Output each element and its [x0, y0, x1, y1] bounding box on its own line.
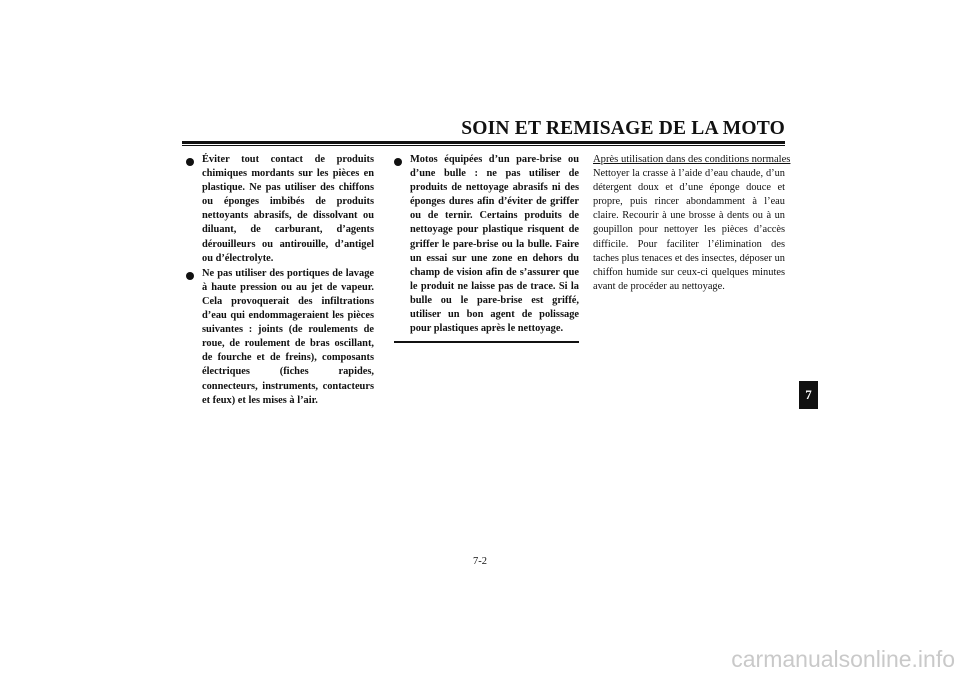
header-rule-thin — [182, 145, 785, 146]
warning-item-chemicals — [186, 153, 374, 266]
bullet-icon — [186, 158, 194, 166]
warning-item-windshield — [394, 153, 579, 336]
watermark: carmanualsonline.info — [731, 646, 955, 672]
section-subheading: Après utilisation dans des conditions normales — [593, 154, 791, 165]
body-paragraph: Nettoyer la crasse à l’aide d’eau chaude, d’un détergent doux et d’une éponge douce et propre, puis rincer abondamment à l’eau claire. Recourir à une brosse à dents ou à un goupillon pour nettoyer les pièces d’accès difficile. Pour faciliter l’élimination des taches plus tenaces et des insectes, déposer un chiffon humide sur ceux-ci quelques minutes avant de procéder au nettoyage. — [593, 168, 785, 292]
bullet-icon — [394, 158, 402, 166]
warning-text: Ne pas utiliser des portiques de lavage à haute pression ou au jet de vapeur. Cela provoquerait des infiltrations d’eau qui endommageraient les pièces suivantes : joints (de roulements de roue, de roulement de bras oscillant, de fourche et de freins), composants électriques (fiches rapides, connecteurs, instruments, contacteurs et feux) et les mises à l’air. — [202, 267, 374, 406]
column-2 — [394, 153, 579, 343]
column-1 — [186, 153, 374, 409]
page-title: SOIN ET REMISAGE DE LA MOTO — [461, 118, 785, 139]
page-number: 7-2 — [473, 556, 487, 567]
column-3 — [593, 153, 791, 294]
header-rule-thick — [182, 141, 785, 144]
bullet-icon — [186, 272, 194, 280]
notice-end-rule — [394, 341, 579, 343]
warning-text: Éviter tout contact de produits chimiques mordants sur les pièces en plastique. Ne pas utiliser des chiffons ou éponges imbibés de produits nettoyants abrasifs, de dissolvant ou diluant, de carburant, d’agents dérouilleurs ou antirouille, d’antigel ou d’électrolyte. — [202, 154, 374, 264]
warning-text: Motos équipées d’un pare-brise ou d’une bulle : ne pas utiliser de produits de nettoyage abrasifs ni des éponges dures afin d’éviter de griffer ou de ternir. Certains produits de nettoyage pour plastique risquent de griffer le pare-brise ou la bulle. Faire un essai sur une zone en dehors du champ de vision afin de s’assurer que le produit ne laisse pas de trace. Si la bulle ou le pare-brise est griffé, utiliser un bon agent de polissage pour plastiques après le nettoyage. — [410, 154, 579, 335]
chapter-tab: 7 — [799, 381, 818, 409]
warning-item-pressure-wash — [186, 267, 374, 408]
